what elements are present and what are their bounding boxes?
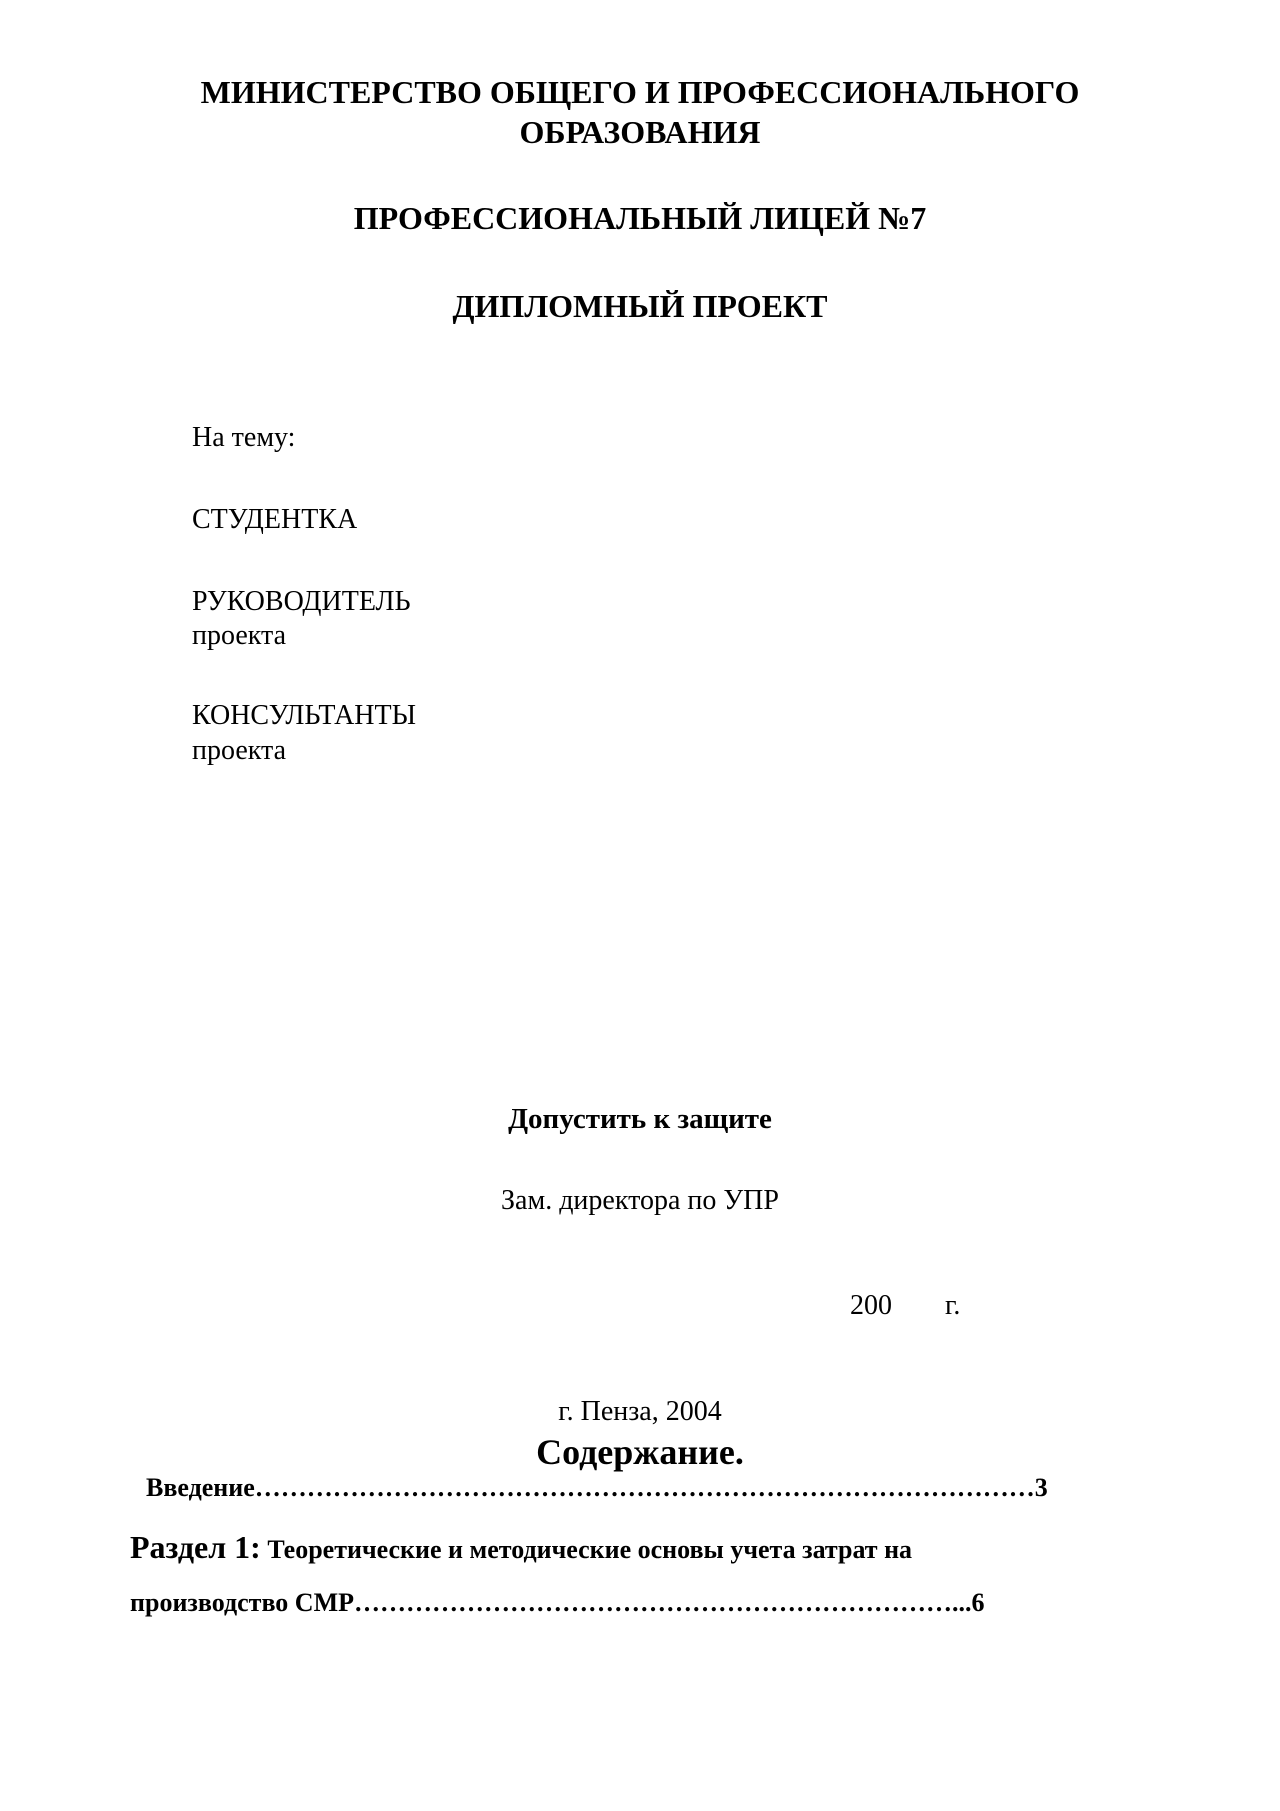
- toc-section-1-title: Теоретические и методические основы учета затрат на: [260, 1535, 913, 1564]
- institution-title: ПРОФЕССИОНАЛЬНЫЙ ЛИЦЕЙ №7: [353, 200, 927, 236]
- toc-heading: Содержание.: [536, 1432, 744, 1472]
- student-label: СТУДЕНТКА: [192, 504, 358, 535]
- toc-item-introduction: Введение………………………………………………………………………………3: [146, 1473, 1048, 1502]
- consultants-label: КОНСУЛЬТАНТЫ: [192, 700, 417, 731]
- document-type-title: ДИПЛОМНЫЙ ПРОЕКТ: [452, 288, 828, 324]
- supervisor-sublabel: проекта: [192, 620, 286, 651]
- year-suffix: г.: [945, 1290, 961, 1321]
- year-prefix: 200: [850, 1290, 892, 1321]
- ministry-title-line1: МИНИСТЕРСТВО ОБЩЕГО И ПРОФЕССИОНАЛЬНОГО: [200, 74, 1080, 110]
- toc-item-section-1-continuation: производство СМР……………………………………………………………...6: [130, 1588, 985, 1617]
- toc-item-section-1: [130, 1529, 913, 1565]
- ministry-title-line2: ОБРАЗОВАНИЯ: [519, 114, 761, 150]
- supervisor-label: РУКОВОДИТЕЛЬ: [192, 586, 411, 617]
- topic-label: На тему:: [192, 422, 296, 453]
- consultants-sublabel: проекта: [192, 735, 286, 766]
- deputy-director-label: Зам. директора по УПР: [501, 1185, 779, 1216]
- toc-section-1-prefix: Раздел 1:: [130, 1529, 261, 1565]
- city-year: г. Пенза, 2004: [558, 1396, 722, 1427]
- admit-label: Допустить к защите: [508, 1103, 772, 1135]
